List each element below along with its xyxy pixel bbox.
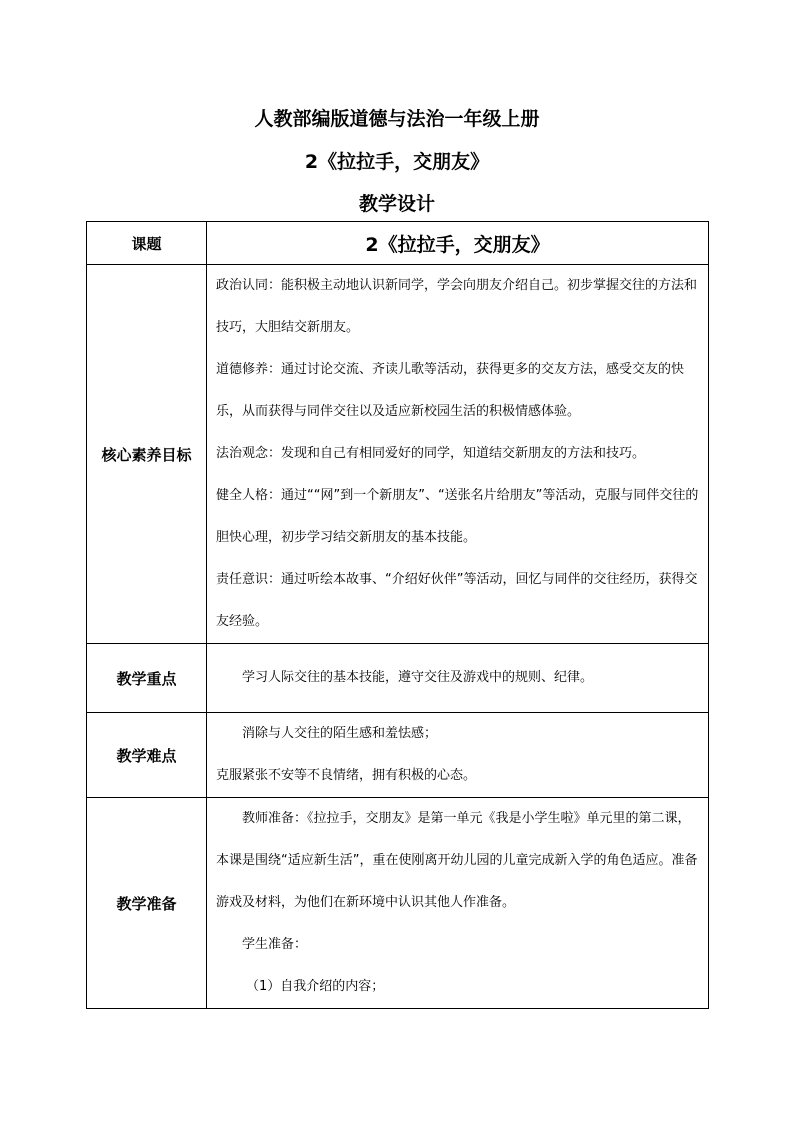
goal-legal: 法治观念：发现和自己有相同爱好的同学，知道结交新朋友的方法和技巧。 (216, 446, 646, 461)
goal-responsibility: 责任意识：通过听绘本故事、“介绍好伙伴”等活动，回忆与同伴的交往经历，获得交友经验。 (216, 572, 698, 629)
document-subtitle: 教学设计 (358, 193, 435, 215)
focus-text: 学习人际交往的基本技能，遵守交往及游戏中的规则、纪律。 (242, 670, 594, 685)
goals-label: 核心素养目标 (87, 265, 207, 644)
focus-row (87, 644, 709, 713)
student-preparation-item-1: （1）自我介绍的内容； (246, 979, 385, 994)
preparation-label: 教学准备 (87, 798, 207, 1009)
difficulty-item-1: 消除与人交往的陌生感和羞怯感； (242, 726, 438, 741)
goal-moral: 道德修养：通过讨论交流、齐读儿歌等活动，获得更多的交友方法，感受交友的快乐，从而获得与同伴交往以及适应新校园生活的积极情感体验。 (216, 362, 685, 419)
focus-content (207, 644, 709, 713)
goal-personality: 健全人格：通过““网”到一个新朋友”、“送张名片给朋友”等活动，克服与同伴交往的胆快心理，初步学习结交新朋友的基本技能。 (216, 488, 699, 545)
preparation-row (87, 798, 709, 1009)
goals-row (87, 265, 709, 644)
preparation-content (207, 798, 709, 1009)
topic-label: 课题 (87, 222, 207, 265)
lesson-title: 2《拉拉手，交朋友》 (304, 151, 490, 173)
difficulty-content (207, 713, 709, 798)
topic-value: 2《拉拉手，交朋友》 (207, 222, 709, 265)
lesson-plan-table (86, 221, 709, 1009)
teacher-preparation: 教师准备：《拉拉手，交朋友》是第一单元《我是小学生啦》单元里的第二课，本课是围绕“适应新生活”，重在使刚离开幼儿园的儿童完成新入学的角色适应。准备游戏及材料，为他们在新环境中认识其他人作准备。 (216, 811, 698, 910)
student-preparation-title: 学生准备： (242, 937, 308, 952)
difficulty-label: 教学难点 (87, 713, 207, 798)
goals-content (207, 265, 709, 644)
document-title: 人教部编版道德与法治一年级上册 (254, 108, 540, 130)
goal-political: 政治认同：能积极主动地认识新同学，学会向朋友介绍自己。初步掌握交往的方法和技巧，大胆结交新朋友。 (216, 278, 698, 335)
difficulty-row (87, 713, 709, 798)
difficulty-item-2: 克服紧张不安等不良情绪，拥有积极的心态。 (216, 768, 477, 783)
topic-row (87, 222, 709, 265)
focus-label: 教学重点 (87, 644, 207, 713)
